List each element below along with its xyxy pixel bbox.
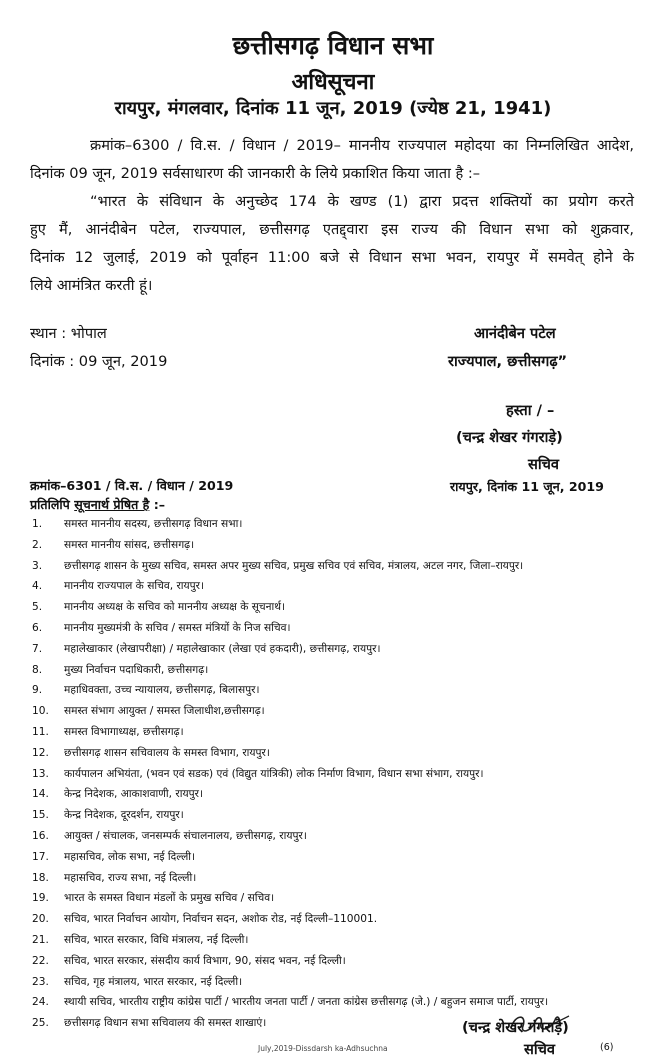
list-item xyxy=(32,951,642,972)
bottom-secretary-designation: सचिव xyxy=(524,1041,556,1058)
list-item-number: 25. xyxy=(32,1017,49,1030)
list-item-number: 24. xyxy=(32,996,49,1009)
list-item-text: छत्तीसगढ़ शासन के मुख्य सचिव, समस्त अपर मुख्य सचिव, प्रमुख सचिव एवं सचिव, मंत्रालय, अटल नगर, जिला–रायपुर। xyxy=(64,559,524,572)
list-item-number: 7. xyxy=(32,642,43,655)
list-item-number: 3. xyxy=(32,559,43,572)
list-item-text: सचिव, गृह मंत्रालय, भारत सरकार, नई दिल्ली। xyxy=(64,975,243,988)
list-item-text: समस्त माननीय सांसद, छत्तीसगढ़। xyxy=(64,538,195,551)
list-item-text: सचिव, भारत निर्वाचन आयोग, निर्वाचन सदन, अशोक रोड, नई दिल्ली–110001. xyxy=(64,913,378,926)
list-item-number: 2. xyxy=(32,538,43,551)
list-item-number: 4. xyxy=(32,580,43,593)
list-item-number: 14. xyxy=(32,788,49,801)
list-item-text: माननीय मुख्यमंत्री के सचिव / समस्त मंत्रियों के निज सचिव। xyxy=(64,621,291,634)
list-item xyxy=(32,618,642,639)
secretary-name: (चन्द्र शेखर गंगराड़े) xyxy=(456,429,563,446)
list-item xyxy=(32,909,642,930)
list-item-number: 18. xyxy=(32,871,49,884)
list-item-text: सचिव, भारत सरकार, संसदीय कार्य विभाग, 90, संसद भवन, नई दिल्ली। xyxy=(64,954,346,967)
list-item-text: केन्द्र निदेशक, दूरदर्शन, रायपुर। xyxy=(64,809,184,822)
list-item xyxy=(32,680,642,701)
list-item-number: 20. xyxy=(32,913,49,926)
list-item xyxy=(32,972,642,993)
list-item xyxy=(32,556,642,577)
order-line-3: “भारत के संविधान के अनुच्छेद 174 के खण्ड (1) द्वारा प्रदत्त शक्तियों का प्रयोग करते xyxy=(90,193,634,210)
page-number: (6) xyxy=(600,1042,614,1053)
list-item-text: समस्त संभाग आयुक्त / समस्त जिलाधीश,छत्तीसगढ़। xyxy=(64,705,265,718)
list-item-text: मुख्य निर्वाचन पदाधिकारी, छत्तीसगढ़। xyxy=(64,663,209,676)
list-item-number: 15. xyxy=(32,809,49,822)
list-item xyxy=(32,597,642,618)
distribution-list xyxy=(32,514,642,1034)
list-item-text: समस्त माननीय सदस्य, छत्तीसगढ़ विधान सभा। xyxy=(64,518,243,530)
order-paragraph xyxy=(30,132,634,300)
list-item-text: माननीय राज्यपाल के सचिव, रायपुर। xyxy=(64,580,205,593)
list-item-text: भारत के समस्त विधान मंडलों के प्रमुख सचिव / सचिव। xyxy=(64,892,275,905)
list-item xyxy=(32,514,642,535)
list-item-number: 17. xyxy=(32,850,49,863)
list-item xyxy=(32,722,642,743)
list-item xyxy=(32,805,642,826)
list-item-number: 6. xyxy=(32,621,43,634)
dateline: रायपुर, मंगलवार, दिनांक 11 जून, 2019 (ज्येष्ठ 21, 1941) xyxy=(114,98,552,119)
governor-name: आनंदीबेन पटेल xyxy=(474,325,556,342)
list-item-number: 1. xyxy=(32,518,43,530)
list-item xyxy=(32,784,642,805)
order-line-5: दिनांक 12 जुलाई, 2019 को पूर्वाहन 11:00 बजे से विधान सभा भवन, रायपुर में समवेत् होने के xyxy=(30,249,634,266)
list-item-number: 8. xyxy=(32,663,43,676)
footer-filename: July,2019-Dissdarsh ka-Adhsuchna xyxy=(258,1044,388,1053)
secretary-place-date: रायपुर, दिनांक 11 जून, 2019 xyxy=(450,479,604,494)
list-item-number: 12. xyxy=(32,746,49,759)
list-item-text: स्थायी सचिव, भारतीय राष्ट्रीय कांग्रेस पार्टी / भारतीय जनता पार्टी / जनता कांग्रेस छत्तीसगढ़ (जे.) / बहुजन समाज पार्टी, रायपुर। xyxy=(64,996,549,1009)
list-item-number: 22. xyxy=(32,954,49,967)
list-item xyxy=(32,660,642,681)
list-item xyxy=(32,847,642,868)
list-item xyxy=(32,764,642,785)
list-item-number: 10. xyxy=(32,705,49,718)
list-item xyxy=(32,535,642,556)
list-item-text: कार्यपालन अभियंता, (भवन एवं सडक) एवं (विद्युत यांत्रिकी) लोक निर्माण विभाग, विधान सभा संभाग, रायपुर। xyxy=(64,767,484,780)
list-item xyxy=(32,701,642,722)
list-item-text: आयुक्त / संचालक, जनसम्पर्क संचालनालय, छत्तीसगढ़, रायपुर। xyxy=(64,829,307,842)
list-item xyxy=(32,743,642,764)
list-item xyxy=(32,888,642,909)
list-item-text: महासचिव, लोक सभा, नई दिल्ली। xyxy=(64,850,196,863)
list-item-number: 13. xyxy=(32,767,49,780)
governor-designation: राज्यपाल, छत्तीसगढ़” xyxy=(448,353,568,370)
copy-number: क्रमांक–6301 / वि.स. / विधान / 2019 xyxy=(30,478,234,493)
list-item xyxy=(32,826,642,847)
list-item-number: 23. xyxy=(32,975,49,988)
order-line-1: क्रमांक–6300 / वि.स. / विधान / 2019– माननीय राज्यपाल महोदया का निम्नलिखित आदेश, xyxy=(90,137,634,154)
copy-heading-prefix: प्रतिलिपि xyxy=(30,497,70,512)
list-item-number: 11. xyxy=(32,725,49,738)
bottom-secretary-name: (चन्द्र शेखर गंगराड़े) xyxy=(462,1019,569,1036)
order-line-6: लिये आमंत्रित करती हूं। xyxy=(30,277,153,294)
list-item-number: 21. xyxy=(32,933,49,946)
list-item-number: 5. xyxy=(32,601,43,614)
copy-heading xyxy=(30,496,165,513)
secretary-signed: हस्ता / – xyxy=(506,402,555,419)
place-label: स्थान : भोपाल xyxy=(30,325,107,342)
list-item-text: केन्द्र निदेशक, आकाशवाणी, रायपुर। xyxy=(64,788,203,801)
list-item xyxy=(32,576,642,597)
list-item-text: सचिव, भारत सरकार, विधि मंत्रालय, नई दिल्ली। xyxy=(64,933,249,946)
list-item-number: 19. xyxy=(32,892,49,905)
list-item-text: माननीय अध्यक्ष के सचिव को माननीय अध्यक्ष के सूचनार्थ। xyxy=(64,601,285,614)
notification-heading: अधिसूचना xyxy=(291,70,375,95)
order-line-4: हुए मैं, आनंदीबेन पटेल, राज्यपाल, छत्तीसगढ़ एतद्द्वारा इस राज्य की विधान सभा को शुक्रवार, xyxy=(30,221,634,238)
list-item-number: 9. xyxy=(32,684,43,697)
list-item-number: 16. xyxy=(32,829,49,842)
copy-heading-underlined: सूचनार्थ प्रेषित है xyxy=(74,497,150,512)
secretary-designation: सचिव xyxy=(528,456,560,473)
list-item-text: छत्तीसगढ़ विधान सभा सचिवालय की समस्त शाखाएं। xyxy=(64,1017,267,1030)
page-title: छत्तीसगढ़ विधान सभा xyxy=(232,31,434,60)
list-item-text: छत्तीसगढ़ शासन सचिवालय के समस्त विभाग, रायपुर। xyxy=(64,746,270,759)
order-line-2: दिनांक 09 जून, 2019 सर्वसाधारण की जानकारी के लिये प्रकाशित किया जाता है :– xyxy=(30,165,481,182)
copy-heading-suffix: :– xyxy=(153,497,166,512)
date-label: दिनांक : 09 जून, 2019 xyxy=(30,353,168,370)
list-item-text: महालेखाकार (लेखापरीक्षा) / महालेखाकार (लेखा एवं हकदारी), छत्तीसगढ़, रायपुर। xyxy=(64,642,381,655)
list-item-text: महाधिवक्ता, उच्च न्यायालय, छत्तीसगढ़, बिलासपुर। xyxy=(64,684,260,697)
list-item-text: महासचिव, राज्य सभा, नई दिल्ली। xyxy=(64,871,197,884)
list-item-text: समस्त विभागाध्यक्ष, छत्तीसगढ़। xyxy=(64,725,184,738)
list-item xyxy=(32,639,642,660)
list-item xyxy=(32,930,642,951)
list-item xyxy=(32,868,642,889)
